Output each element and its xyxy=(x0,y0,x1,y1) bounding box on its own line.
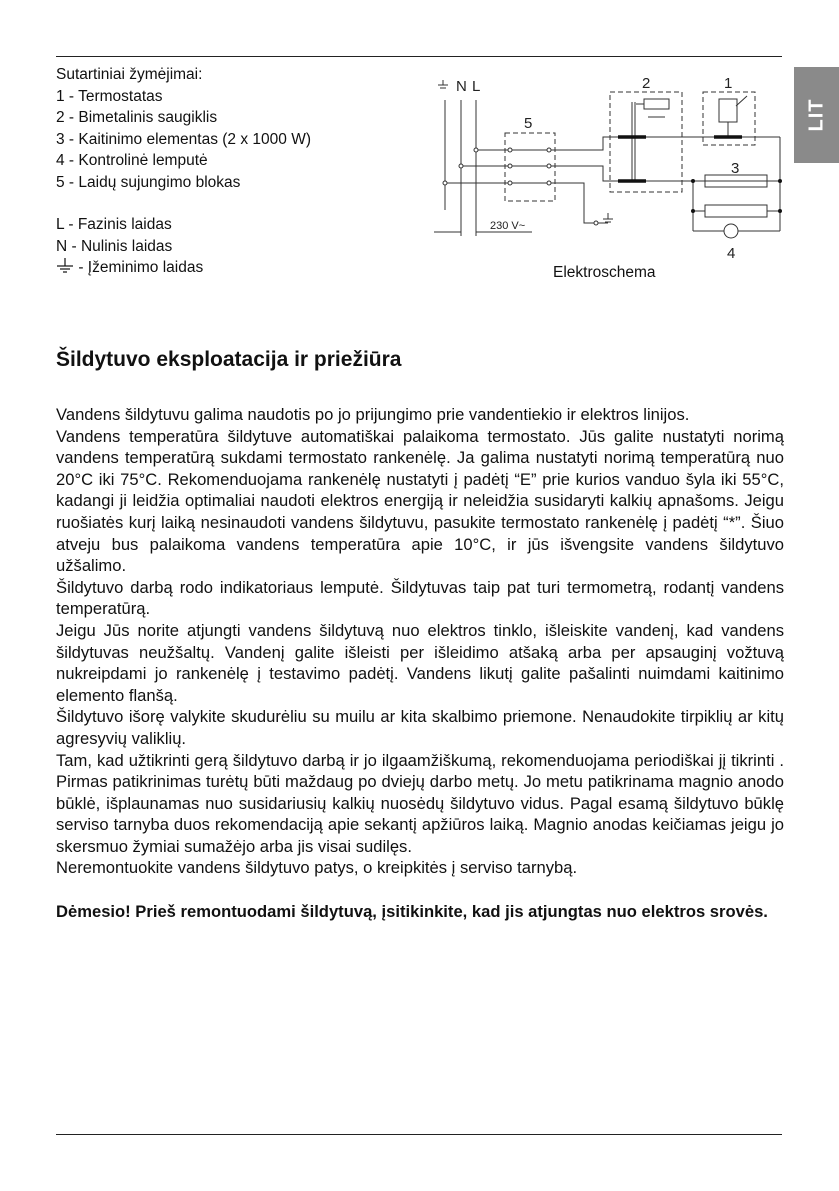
voltage-label: 230 V~ xyxy=(490,220,526,232)
legend-item: 5 - Laidų sujungimo blokas xyxy=(56,173,241,191)
label-5: 5 xyxy=(524,115,533,132)
legend-title: Sutartiniai žymėjimai: xyxy=(56,66,203,83)
language-tab: LIT xyxy=(794,67,839,163)
paragraph: Vandens temperatūra šildytuve automatiškai palaikoma termostato. Jūs galite nustatyti norimą vandens temperatūrą sukdami termostato rankenėlę. Ja galima nustatyti norimą temperatūrą nuo 20°C iki 75°C. Rekomenduojama rankenėlę nustatyti į padėtį “E” prie kurios vanduo šyla iki 55°C, kadangi ji leidžia optimaliai naudoti elektros energiją ir neleidžia susidaryti kalkių apnašoms. Jeigu ruošiatės kurį laiką nesinaudoti vandens šildytuvu, pasukite termostato rankenėlę į padėtį “*”. Šiuo atveju bus palaikoma vandens temperatūra apie 10°C, ir jūs išvengsite vandens šildytuvo užšalimo. xyxy=(56,426,784,576)
wiring-diagram xyxy=(420,60,790,260)
label-1: 1 xyxy=(724,75,733,92)
label-l: L xyxy=(472,78,481,95)
label-3: 3 xyxy=(731,160,740,177)
label-n: N xyxy=(456,78,467,95)
paragraph: Jeigu Jūs norite atjungti vandens šildytuvą nuo elektros tinklo, išleiskite vandenį, kad vandens šildytuvas neužšaltų. Vandenį galite išleisti per išleidimo atšaką arba per apsauginį vožtuvą nukreipdami jo rankenėlę į testavimo padėtį. Vandens likutį galite pašalinti nuimdami kaitinimo elemento flanšą. xyxy=(56,620,784,705)
label-4: 4 xyxy=(727,245,736,260)
diagram-caption: Elektroschema xyxy=(553,264,656,281)
legend-wire: N - Nulinis laidas xyxy=(56,237,173,255)
legend-ground: - Įžeminimo laidas xyxy=(56,257,311,279)
legend-wire: L - Fazinis laidas xyxy=(56,216,172,233)
section-heading: Šildytuvo eksploatacija ir priežiūra xyxy=(56,348,402,371)
ground-icon xyxy=(56,258,74,274)
bottom-rule xyxy=(56,1134,782,1135)
paragraph: Šildytuvo išorę valykite skudurėliu su muilu ar kita skalbimo priemone. Nenaudokite tirpiklių ar kitų agresyvių valiklių. xyxy=(56,707,784,748)
paragraph: Šildytuvo darbą rodo indikatoriaus lemputė. Šildytuvas taip pat turi termometrą, rodantį vandens temperatūrą. xyxy=(56,577,784,619)
legend-item: 3 - Kaitinimo elementas (2 x 1000 W) xyxy=(56,130,311,148)
top-rule xyxy=(56,56,782,57)
paragraph: Tam, kad užtikrinti gerą šildytuvo darbą ir jo ilgaamžiškumą, rekomenduojama periodiškai jį tikrinti . Pirmas patikrinimas turėtų būti maždaug po dviejų darbo metų. Jo metu patikrinama magnio anodo būklė, išplaunamas nuo susidariusių kalkių nuosėdų šildytuvo vidus. Pagal esamą šildytuvo būklę serviso tarnyba duos rekomendaciją apie sekantį apžiūros laiką. Magnio anodas keičiamas jeigu jo skersmuo žymiai sumažėjo arba jis visai sudilęs. xyxy=(56,750,784,856)
legend-item: 4 - Kontrolinė lemputė xyxy=(56,152,208,169)
legend xyxy=(56,64,311,279)
warning-text: Dėmesio! Prieš remontuodami šildytuvą, įsitikinkite, kad jis atjungtas nuo elektros srovės. xyxy=(56,901,768,921)
legend-item: 2 - Bimetalinis saugiklis xyxy=(56,109,218,126)
legend-item: 1 - Termostatas xyxy=(56,87,163,105)
label-2: 2 xyxy=(642,75,651,92)
paragraph: Vandens šildytuvu galima naudotis po jo prijungimo prie vandentiekio ir elektros linijos. xyxy=(56,405,690,424)
paragraph: Neremontuokite vandens šildytuvo patys, o kreipkitės į serviso tarnybą. xyxy=(56,858,578,878)
body-text xyxy=(56,404,784,922)
